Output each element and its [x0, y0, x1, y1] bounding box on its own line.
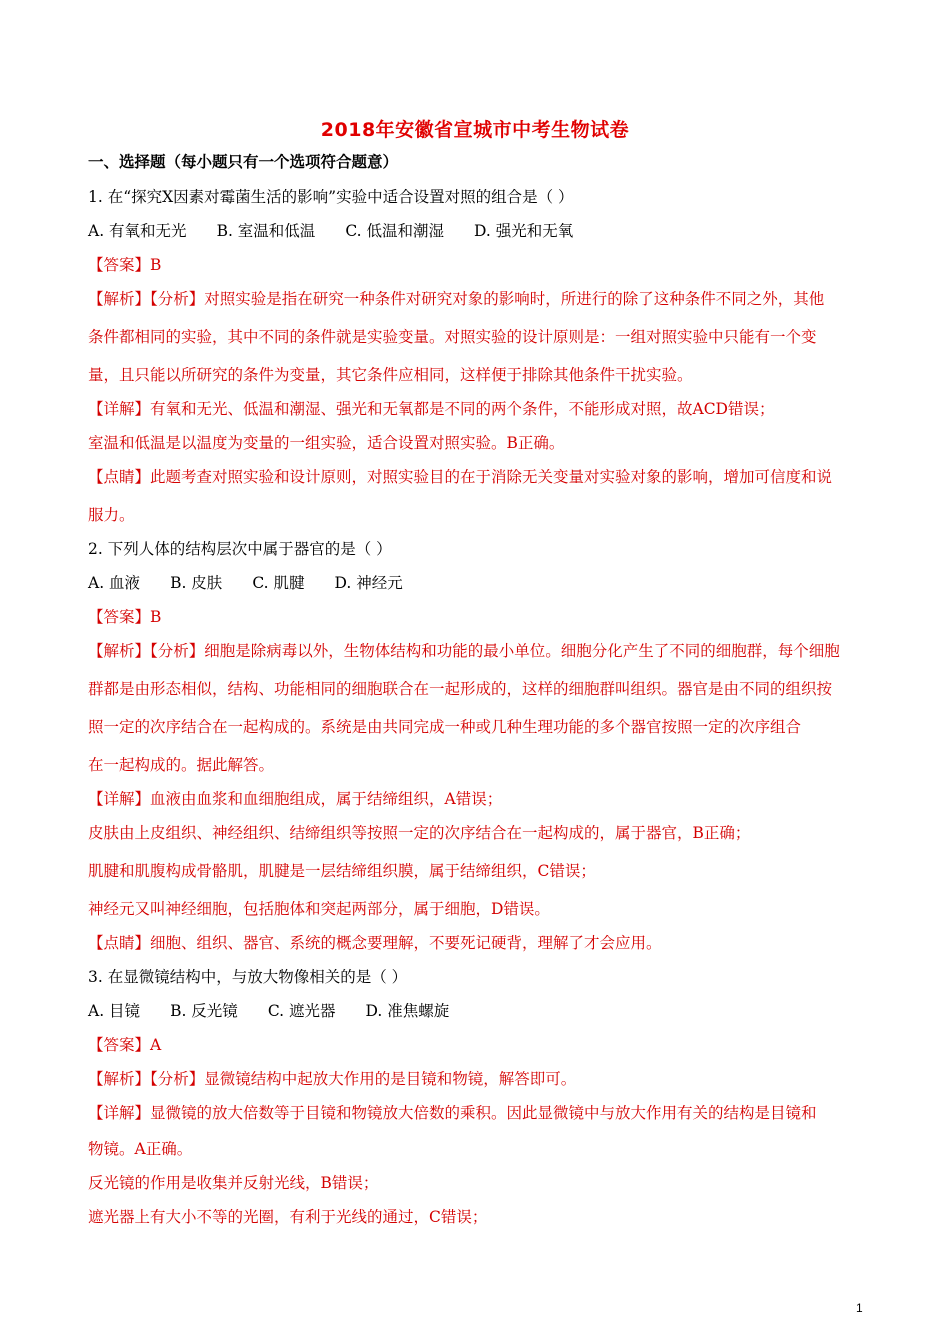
question-2-answer: 【答案】B [88, 608, 162, 626]
question-2-stem: 2. 下列人体的结构层次中属于器官的是（ ） [88, 540, 392, 558]
option-c: C. 遮光器 [267, 1002, 336, 1020]
detail-line: 【详解】有氧和无光、低温和潮湿、强光和无氧都是不同的两个条件，不能形成对照，故ACD错误； [88, 400, 775, 418]
detail-line: 神经元又叫神经细胞，包括胞体和突起两部分，属于细胞，D错误。 [88, 900, 550, 918]
analysis-line: 在一起构成的。据此解答。 [88, 756, 275, 774]
question-2-options [88, 572, 878, 594]
detail-line: 皮肤由上皮组织、神经组织、结缔组织等按照一定的次序结合在一起构成的，属于器官，B正确； [88, 824, 751, 842]
question-1-answer: 【答案】B [88, 256, 162, 274]
question-3-answer: 【答案】A [88, 1036, 162, 1054]
analysis-line: 量，且只能以所研究的条件为变量，其它条件应相同，这样便于排除其他条件干扰实验。 [88, 366, 693, 384]
detail-line: 反光镜的作用是收集并反射光线，B错误； [88, 1174, 379, 1192]
option-b: B. 反光镜 [170, 1002, 238, 1020]
option-a: A. 血液 [88, 574, 141, 592]
comment-line: 【点睛】此题考查对照实验和设计原则，对照实验目的在于消除无关变量对实验对象的影响，增加可信度和说 [88, 468, 833, 486]
option-b: B. 室温和低温 [216, 222, 316, 240]
detail-line: 【详解】血液由血浆和血细胞组成，属于结缔组织，A错误； [88, 790, 503, 808]
detail-line: 肌腱和肌腹构成骨骼肌，肌腱是一层结缔组织膜，属于结缔组织，C错误； [88, 862, 596, 880]
option-b: B. 皮肤 [170, 574, 223, 592]
option-d: D. 准焦螺旋 [365, 1002, 450, 1020]
page-number: 1 [856, 1301, 863, 1315]
detail-line: 【详解】显微镜的放大倍数等于目镜和物镜放大倍数的乘积。因此显微镜中与放大作用有关的结构是目镜和 [88, 1104, 817, 1122]
option-d: D. 强光和无氧 [473, 222, 574, 240]
detail-line: 物镜。A正确。 [88, 1140, 193, 1158]
question-1-options [88, 220, 878, 242]
question-1-stem: 1. 在“探究X因素对霉菌生活的影响”实验中适合设置对照的组合是（ ） [88, 188, 574, 206]
analysis-line: 【解析】【分析】细胞是除病毒以外，生物体结构和功能的最小单位。细胞分化产生了不同的细胞群，每个细胞 [88, 642, 840, 660]
question-3-options [88, 1000, 878, 1022]
page-title: 2018年安徽省宣城市中考生物试卷 [320, 119, 630, 141]
option-c: C. 低温和潮湿 [345, 222, 444, 240]
analysis-line: 【解析】【分析】显微镜结构中起放大作用的是目镜和物镜，解答即可。 [88, 1070, 577, 1088]
analysis-line: 群都是由形态相似，结构、功能相同的细胞联合在一起形成的，这样的细胞群叫组织。器官是由不同的组织按 [88, 680, 833, 698]
detail-line: 遮光器上有大小不等的光圈，有利于光线的通过，C错误； [88, 1208, 488, 1226]
option-a: A. 目镜 [88, 1002, 141, 1020]
option-a: A. 有氧和无光 [88, 222, 187, 240]
comment-line: 服力。 [88, 506, 135, 524]
analysis-line: 照一定的次序结合在一起构成的。系统是由共同完成一种或几种生理功能的多个器官按照一定的次序组合 [88, 718, 802, 736]
comment-line: 【点睛】细胞、组织、器官、系统的概念要理解，不要死记硬背，理解了才会应用。 [88, 934, 662, 952]
question-3-stem: 3. 在显微镜结构中，与放大物像相关的是（ ） [88, 968, 408, 986]
option-c: C. 肌腱 [252, 574, 305, 592]
analysis-line: 【解析】【分析】对照实验是指在研究一种条件对研究对象的影响时，所进行的除了这种条件不同之外，其他 [88, 290, 825, 308]
detail-line: 室温和低温是以温度为变量的一组实验，适合设置对照实验。B正确。 [88, 434, 565, 452]
section-heading: 一、选择题（每小题只有一个选项符合题意） [88, 153, 399, 171]
analysis-line: 条件都相同的实验，其中不同的条件就是实验变量。对照实验的设计原则是：一组对照实验中只能有一个变 [88, 328, 817, 346]
option-d: D. 神经元 [334, 574, 403, 592]
